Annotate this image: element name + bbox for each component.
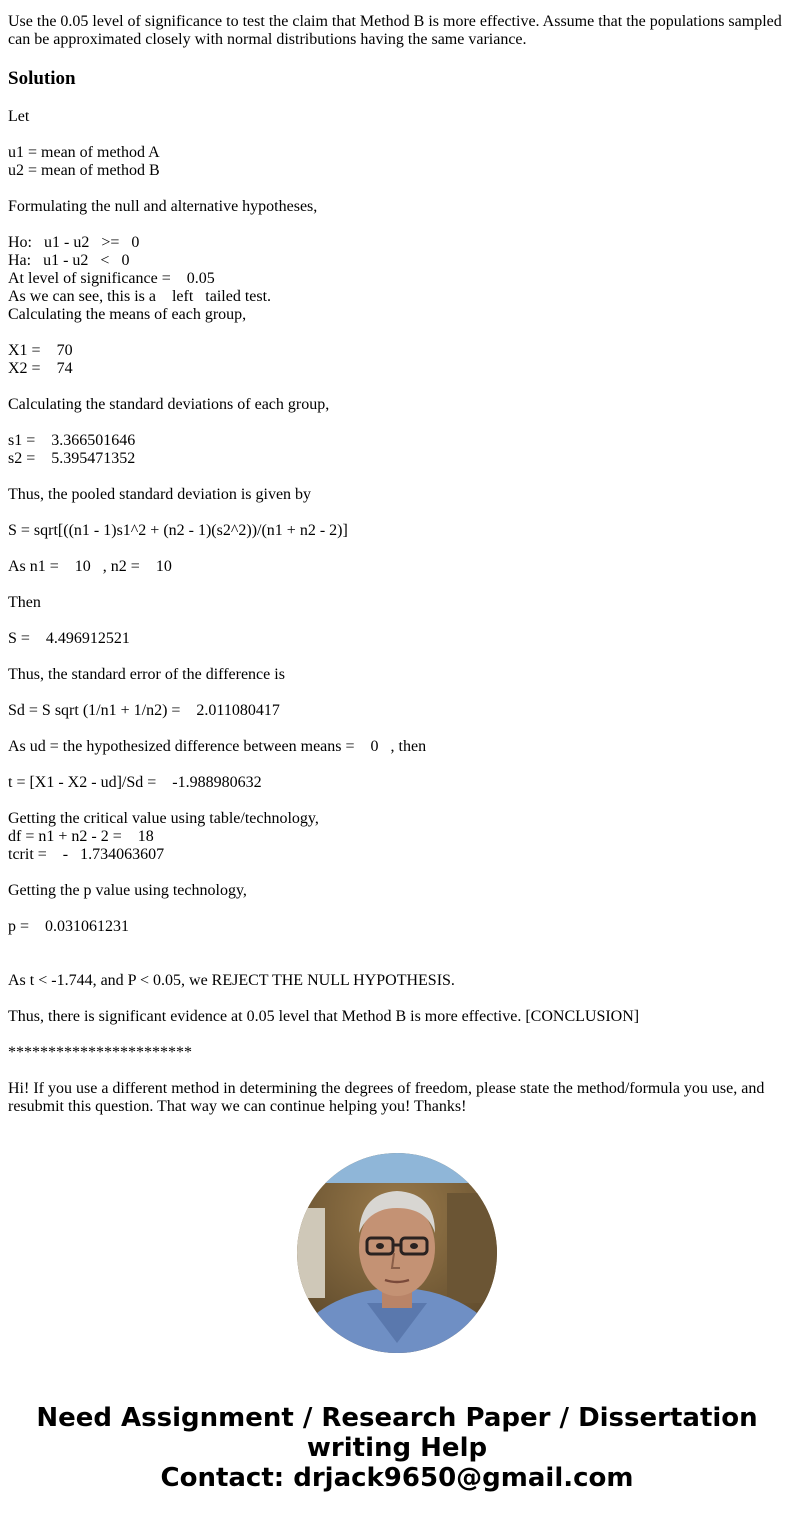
solution-line: Let xyxy=(8,108,30,125)
question-text: Use the 0.05 level of significance to test the claim that Method B is more effective. Assume that the populations sampled can be approximated closely with normal distributions having the same variance. xyxy=(8,13,782,48)
solution-line: Thus, the standard error of the difference is xyxy=(8,666,285,683)
solution-heading: Solution xyxy=(8,68,76,89)
solution-line: Getting the p value using technology, xyxy=(8,882,247,899)
solution-line: S = sqrt[((n1 - 1)s1^2 + (n2 - 1)(s2^2))/(n1 + n2 - 2)] xyxy=(8,522,348,539)
solution-line: S = 4.496912521 xyxy=(8,630,130,647)
line-spacer xyxy=(8,378,786,396)
contact-banner xyxy=(0,1403,794,1493)
banner-line-1: Need Assignment / Research Paper / Dissertation xyxy=(36,1403,758,1433)
solution-line: Calculating the standard deviations of each group, xyxy=(8,396,330,413)
line-spacer xyxy=(8,792,786,810)
line-spacer xyxy=(8,1062,786,1080)
line-spacer xyxy=(8,504,786,522)
line-spacer xyxy=(8,864,786,882)
solution-line: X1 = 70 xyxy=(8,342,73,359)
solution-line: s1 = 3.366501646 xyxy=(8,432,136,449)
solution-line: Calculating the means of each group, xyxy=(8,306,247,323)
line-spacer xyxy=(8,612,786,630)
solution-line: Ha: u1 - u2 < 0 xyxy=(8,252,130,269)
solution-line: Ho: u1 - u2 >= 0 xyxy=(8,234,140,251)
solution-line: u2 = mean of method B xyxy=(8,162,160,179)
line-spacer xyxy=(8,468,786,486)
line-spacer xyxy=(8,216,786,234)
solution-line: p = 0.031061231 xyxy=(8,918,130,935)
line-spacer xyxy=(8,936,786,954)
line-spacer xyxy=(8,756,786,774)
line-spacer xyxy=(8,180,786,198)
solution-line: As t < -1.744, and P < 0.05, we REJECT THE NULL HYPOTHESIS. xyxy=(8,972,455,989)
line-spacer xyxy=(8,684,786,702)
line-spacer xyxy=(8,900,786,918)
line-spacer xyxy=(8,414,786,432)
solution-line: X2 = 74 xyxy=(8,360,73,377)
solution-line: Formulating the null and alternative hypotheses, xyxy=(8,198,318,215)
line-spacer xyxy=(8,720,786,738)
line-spacer xyxy=(8,954,786,972)
closing-note: Hi! If you use a different method in determining the degrees of freedom, please state the method/formula you use, and resubmit this question. That way we can continue helping you! Thanks! xyxy=(8,1080,769,1115)
document xyxy=(0,0,794,49)
line-spacer xyxy=(8,576,786,594)
solution-line: Thus, the pooled standard deviation is given by xyxy=(8,486,312,503)
line-spacer xyxy=(8,540,786,558)
solution-line: Thus, there is significant evidence at 0.05 level that Method B is more effective. [CONCLUSION] xyxy=(8,1008,640,1025)
solution-line: As we can see, this is a left tailed test. xyxy=(8,288,272,305)
solution-line: tcrit = - 1.734063607 xyxy=(8,846,165,863)
line-spacer xyxy=(8,990,786,1008)
solution-line: Getting the critical value using table/technology, xyxy=(8,810,319,827)
banner-contact-line: Contact: drjack9650@gmail.com xyxy=(160,1463,634,1493)
solution-line: *********************** xyxy=(8,1044,192,1061)
line-spacer xyxy=(8,126,786,144)
avatar xyxy=(297,1153,497,1353)
solution-line: s2 = 5.395471352 xyxy=(8,450,136,467)
line-spacer xyxy=(8,324,786,342)
line-spacer xyxy=(8,648,786,666)
solution-line: Sd = S sqrt (1/n1 + 1/n2) = 2.011080417 xyxy=(8,702,280,719)
solution-line: df = n1 + n2 - 2 = 18 xyxy=(8,828,154,845)
banner-line-2: writing Help xyxy=(306,1433,488,1463)
person-portrait-icon xyxy=(297,1153,497,1353)
solution-line: t = [X1 - X2 - ud]/Sd = -1.988980632 xyxy=(8,774,262,791)
solution-line: At level of significance = 0.05 xyxy=(8,270,215,287)
solution-line: u1 = mean of method A xyxy=(8,144,160,161)
solution-line: As ud = the hypothesized difference between means = 0 , then xyxy=(8,738,427,755)
solution-body xyxy=(8,108,786,1116)
solution-line: Then xyxy=(8,594,41,611)
solution-line: As n1 = 10 , n2 = 10 xyxy=(8,558,172,575)
line-spacer xyxy=(8,1026,786,1044)
